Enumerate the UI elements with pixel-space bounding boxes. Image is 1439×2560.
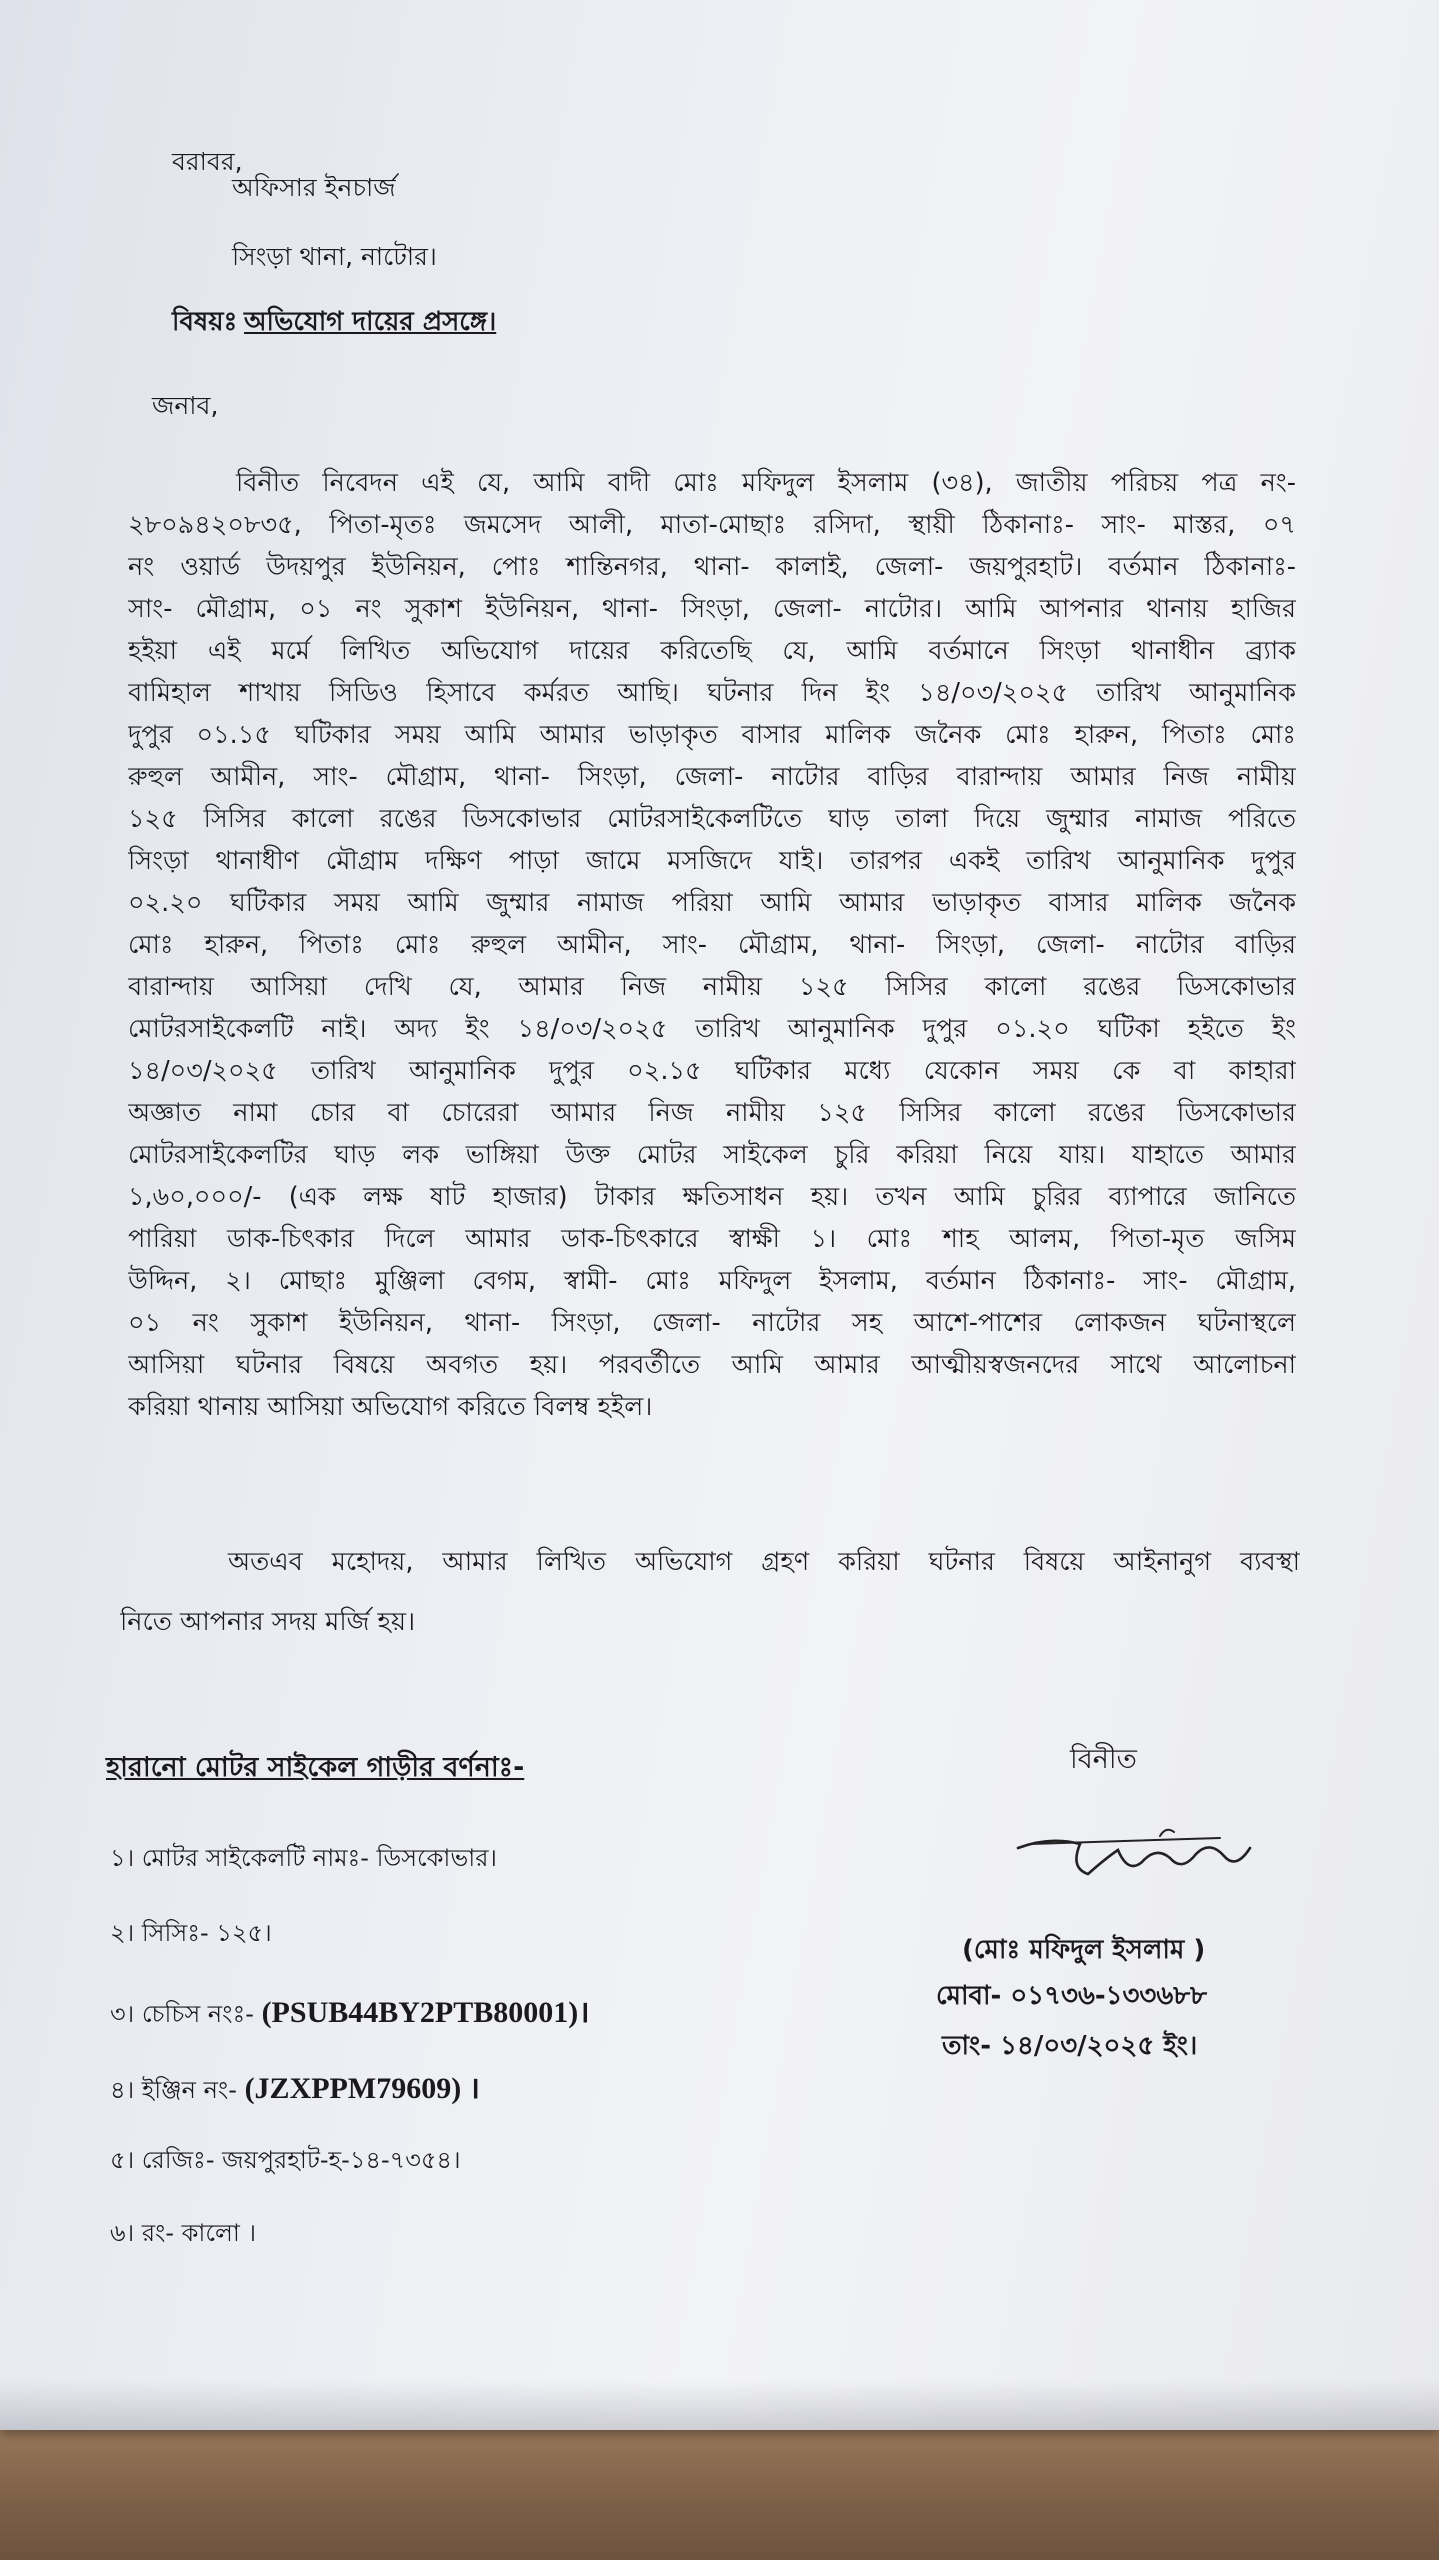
closing-paragraph: [120, 1530, 1300, 1650]
body-line: বারান্দায় আসিয়া দেখি যে, আমার নিজ নামীয় ১২৫ সিসির কালো রঙের ডিসকোভার: [128, 972, 1296, 1002]
signoff-name: (মোঃ মফিদুল ইসলাম ): [962, 1935, 1206, 1965]
body-line: ১,৬০,০০০/- (এক লক্ষ ষাট হাজার) টাকার ক্ষতিসাধন হয়। তখন আমি চুরির ব্যাপারে জানিতে: [128, 1182, 1296, 1212]
body-line: সিংড়া থানাধীণ মৌগ্রাম দক্ষিণ পাড়া জামে মসজিদে যাই। তারপর একই তারিখ আনুমানিক দুপুর: [128, 846, 1296, 876]
engine-number: (JZXPPM79609) ।: [244, 2072, 481, 2105]
item-label: ১। মোটর সাইকেলটি নামঃ- ডিসকোভার।: [110, 1844, 498, 1872]
subject-text: অভিযোগ দায়ের প্রসঙ্গে।: [244, 307, 497, 337]
item-label: ৫। রেজিঃ- জয়পুরহাট-হ-১৪-৭৩৫৪।: [110, 2146, 461, 2174]
body-line: মোটরসাইকেলটি নাই। অদ্য ইং ১৪/০৩/২০২৫ তারিখ আনুমানিক দুপুর ০১.২০ ঘটিকা হইতে ইং: [128, 1014, 1296, 1044]
description-item: [110, 1840, 497, 1880]
address-to: বরাবর,: [172, 147, 243, 176]
body-line: ১২৫ সিসির কালো রঙের ডিসকোভার মোটরসাইকেলটিতে ঘাড় তালা দিয়ে জুম্মার নামাজ পরিতে: [128, 804, 1296, 834]
item-label: ৩। চেচিস নংঃ-: [110, 2000, 254, 2028]
floor-background: [0, 2420, 1439, 2560]
description-item: [110, 2142, 461, 2182]
item-label: ৬। রং- কালো ।: [110, 2219, 257, 2247]
body-line: দুপুর ০১.১৫ ঘটিকার সময় আমি আমার ভাড়াকৃত বাসার মালিক জনৈক মোঃ হারুন, পিতাঃ মোঃ: [128, 720, 1296, 750]
item-label: ৪। ইঞ্জিন নং-: [110, 2076, 237, 2104]
body-line: বামিহাল শাখায় সিডিও হিসাবে কর্মরত আছি। ঘটনার দিন ইং ১৪/০৩/২০২৫ তারিখ আনুমানিক: [128, 678, 1296, 708]
salutation: জনাব,: [152, 391, 219, 420]
description-item: [110, 1990, 590, 2036]
body-paragraph: [128, 462, 1296, 1428]
body-line: মোটরসাইকেলটির ঘাড় লক ভাঙ্গিয়া উক্ত মোটর সাইকেল চুরি করিয়া নিয়ে যায়। যাহাতে আমার: [128, 1140, 1296, 1170]
chassis-number: (PSUB44BY2PTB80001)।: [261, 1996, 590, 2029]
body-line: বিনীত নিবেদন এই যে, আমি বাদী মোঃ মফিদুল ইসলাম (৩৪), জাতীয় পরিচয় পত্র নং-: [236, 468, 1296, 498]
address-station: সিংড়া থানা, নাটোর।: [232, 242, 437, 271]
body-line: ২৮০৯৪২০৮৩৫, পিতা-মৃতঃ জমসেদ আলী, মাতা-মোছাঃ রসিদা, স্থায়ী ঠিকানাঃ- সাং- মাস্তর, ০৭: [128, 510, 1296, 540]
body-line: হইয়া এই মর্মে লিখিত অভিযোগ দায়ের করিতেছি যে, আমি বর্তমানে সিংড়া থানাধীন ব্র্যাক: [128, 636, 1296, 666]
handwritten-signature: [1010, 1818, 1260, 1898]
body-line: পারিয়া ডাক-চিৎকার দিলে আমার ডাক-চিৎকারে স্বাক্ষী ১। মোঃ শাহ আলম, পিতা-মৃত জসিম: [128, 1224, 1296, 1254]
body-line: সাং- মৌগ্রাম, ০১ নং সুকাশ ইউনিয়ন, থানা- সিংড়া, জেলা- নাটোর। আমি আপনার থানায় হাজির: [128, 594, 1296, 624]
body-line: করিয়া থানায় আসিয়া অভিযোগ করিতে বিলম্ব হইল।: [128, 1392, 653, 1422]
body-line: মোঃ হারুন, পিতাঃ মোঃ রুহুল আমীন, সাং- মৌগ্রাম, থানা- সিংড়া, জেলা- নাটোর বাড়ির: [128, 930, 1296, 960]
body-line: ০১ নং সুকাশ ইউনিয়ন, থানা- সিংড়া, জেলা- নাটোর সহ আশে-পাশের লোকজন ঘটনাস্থলে: [128, 1308, 1296, 1338]
description-item: [110, 1915, 272, 1955]
signoff-closing: বিনীত: [1070, 1744, 1137, 1775]
item-label: ২। সিসিঃ- ১২৫।: [110, 1919, 272, 1947]
body-line: ১৪/০৩/২০২৫ তারিখ আনুমানিক দুপুর ০২.১৫ ঘটিকার মধ্যে যেকোন সময় কে বা কাহারা: [128, 1056, 1296, 1086]
body-line: ০২.২০ ঘটিকার সময় আমি জুম্মার নামাজ পরিয়া আমি আমার ভাড়াকৃত বাসার মালিক জনৈক: [128, 888, 1296, 918]
page-shadow: [0, 2380, 1439, 2430]
description-item: [110, 2215, 256, 2255]
body-line: রুহুল আমীন, সাং- মৌগ্রাম, থানা- সিংড়া, জেলা- নাটোর বাড়ির বারান্দায় আমার নিজ নামীয়: [128, 762, 1296, 792]
signoff-date: তাং- ১৪/০৩/২০২৫ ইং।: [942, 2031, 1198, 2061]
closing-line: অতএব মহোদয়, আমার লিখিত অভিযোগ গ্রহণ করিয়া ঘটনার বিষয়ে আইনানুগ ব্যবস্থা: [228, 1547, 1300, 1577]
closing-line: নিতে আপনার সদয় মর্জি হয়।: [120, 1607, 416, 1637]
address-recipient: অফিসার ইনচার্জ: [232, 173, 396, 202]
body-line: অজ্ঞাত নামা চোর বা চোরেরা আমার নিজ নামীয় ১২৫ সিসির কালো রঙের ডিসকোভার: [128, 1098, 1296, 1128]
body-line: আসিয়া ঘটনার বিষয়ে অবগত হয়। পরবর্তীতে আমি আমার আত্মীয়স্বজনদের সাথে আলোচনা: [128, 1350, 1296, 1380]
body-line: উদ্দিন, ২। মোছাঃ মুঞ্জিলা বেগম, স্বামী- মোঃ মফিদুল ইসলাম, বর্তমান ঠিকানাঃ- সাং- মৌগ্রাম,: [128, 1266, 1296, 1296]
signoff-mobile: মোবা- ০১৭৩৬-১৩৩৬৮৮: [936, 1981, 1207, 2011]
description-heading: হারানো মোটর সাইকেল গাড়ীর বর্ণনাঃ-: [106, 1752, 525, 1783]
signature-scribble: [1010, 1818, 1260, 1898]
subject-label: বিষয়ঃ: [172, 307, 238, 337]
description-item: [110, 2066, 480, 2112]
body-line: নং ওয়ার্ড উদয়পুর ইউনিয়ন, পোঃ শান্তিনগর, থানা- কালাই, জেলা- জয়পুরহাট। বর্তমান ঠিকানাঃ-: [128, 552, 1296, 582]
